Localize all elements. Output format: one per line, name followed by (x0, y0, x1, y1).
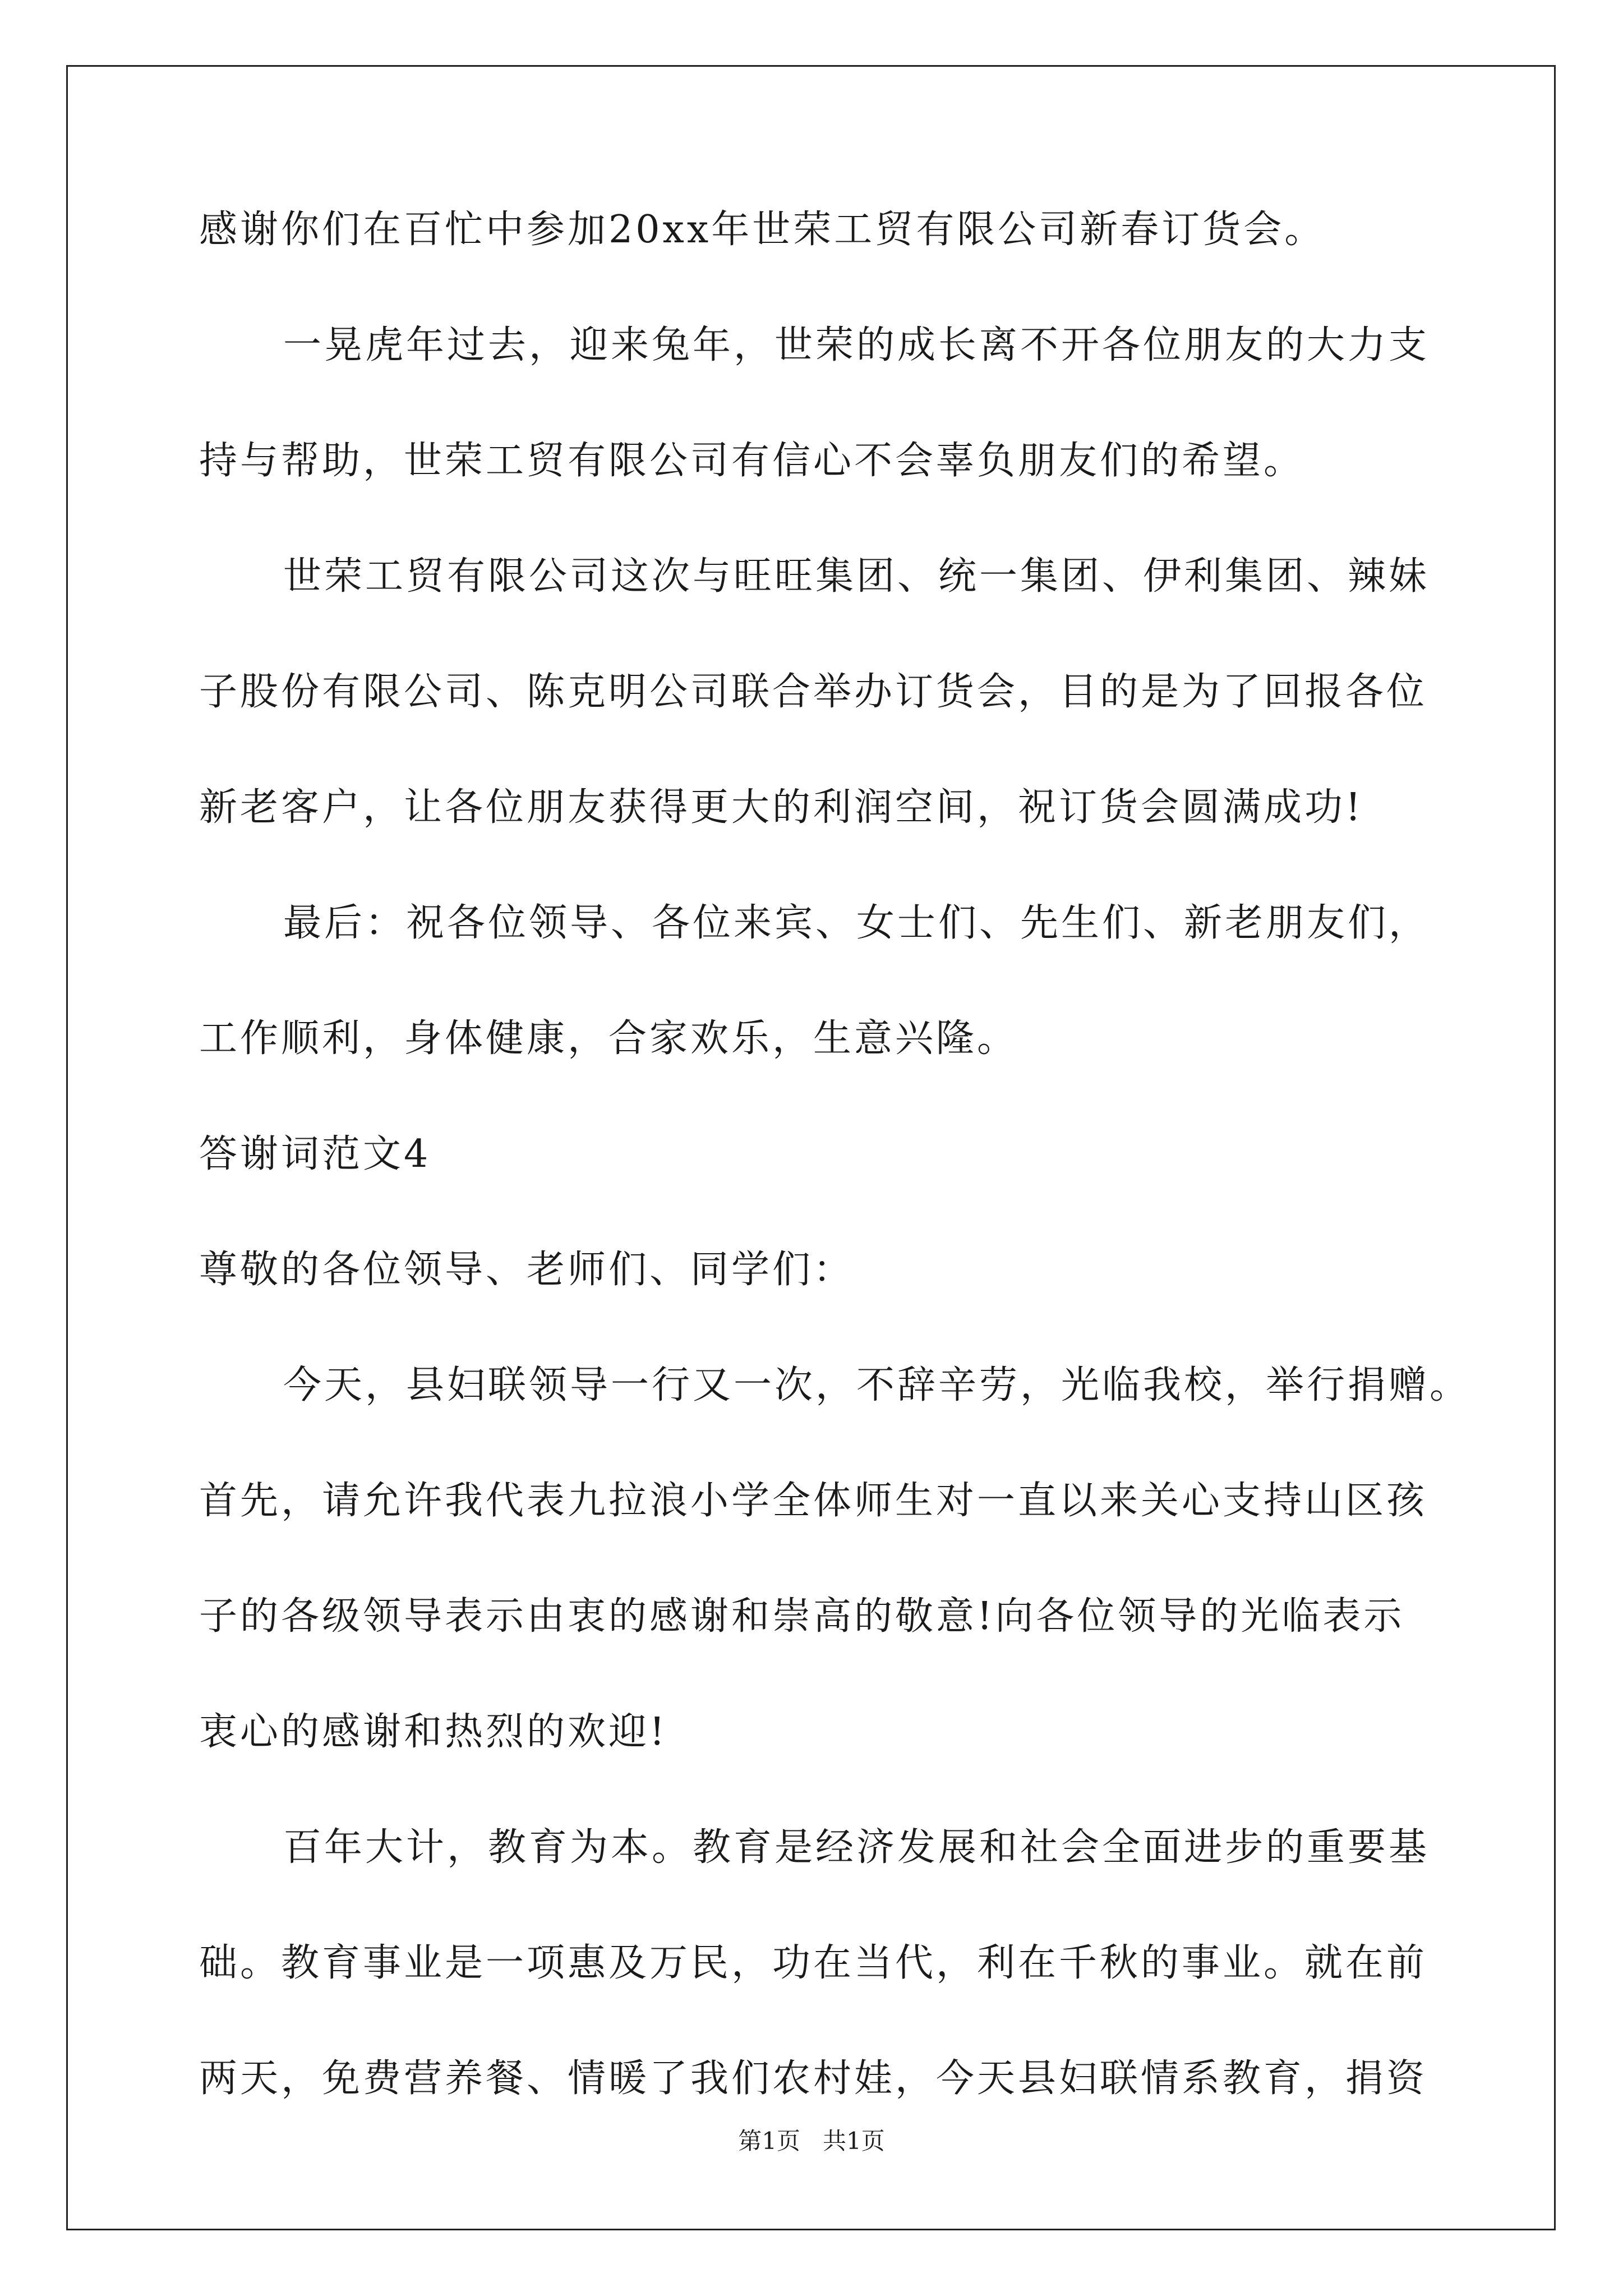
text-line: 两天，免费营养餐、情暖了我们农村娃，今天县妇联情系教育，捐资 (199, 2056, 1428, 2101)
text-line: 子的各级领导表示由衷的感谢和崇高的敬意!向各位领导的光临表示 (199, 1594, 1405, 1639)
section-heading: 答谢词范文4 (199, 1132, 431, 1176)
text-line: 感谢你们在百忙中参加20xx年世荣工贸有限公司新春订货会。 (199, 208, 1326, 252)
text-line: 衷心的感谢和热烈的欢迎! (199, 1710, 668, 1754)
text-line: 百年大计，教育为本。教育是经济发展和社会全面进步的重要基 (283, 1825, 1430, 1870)
text-line: 持与帮助，世荣工贸有限公司有信心不会辜负朋友们的希望。 (199, 439, 1305, 483)
text-line: 最后：祝各位领导、各位来宾、女士们、先生们、新老朋友们， (283, 901, 1430, 945)
text-line: 新老客户，让各位朋友获得更大的利润空间，祝订货会圆满成功! (199, 785, 1364, 830)
text-line: 础。教育事业是一项惠及万民，功在当代，利在千秋的事业。就在前 (199, 1941, 1428, 1985)
text-line: 今天，县妇联领导一行又一次，不辞辛劳，光临我校，举行捐赠。 (283, 1363, 1471, 1407)
text-line: 子股份有限公司、陈克明公司联合举办订货会，目的是为了回报各位 (199, 670, 1428, 714)
salutation: 尊敬的各位领导、老师们、同学们： (199, 1248, 855, 1292)
text-line: 一晃虎年过去，迎来兔年，世荣的成长离不开各位朋友的大力支 (283, 323, 1430, 367)
text-line: 工作顺利，身体健康，合家欢乐，生意兴隆。 (199, 1016, 1018, 1061)
text-line: 世荣工贸有限公司这次与旺旺集团、统一集团、伊利集团、辣妹 (283, 554, 1430, 599)
text-line: 首先，请允许我代表九拉浪小学全体师生对一直以来关心支持山区孩 (199, 1479, 1428, 1523)
page-footer: 第1页 共1页 (738, 2127, 885, 2155)
